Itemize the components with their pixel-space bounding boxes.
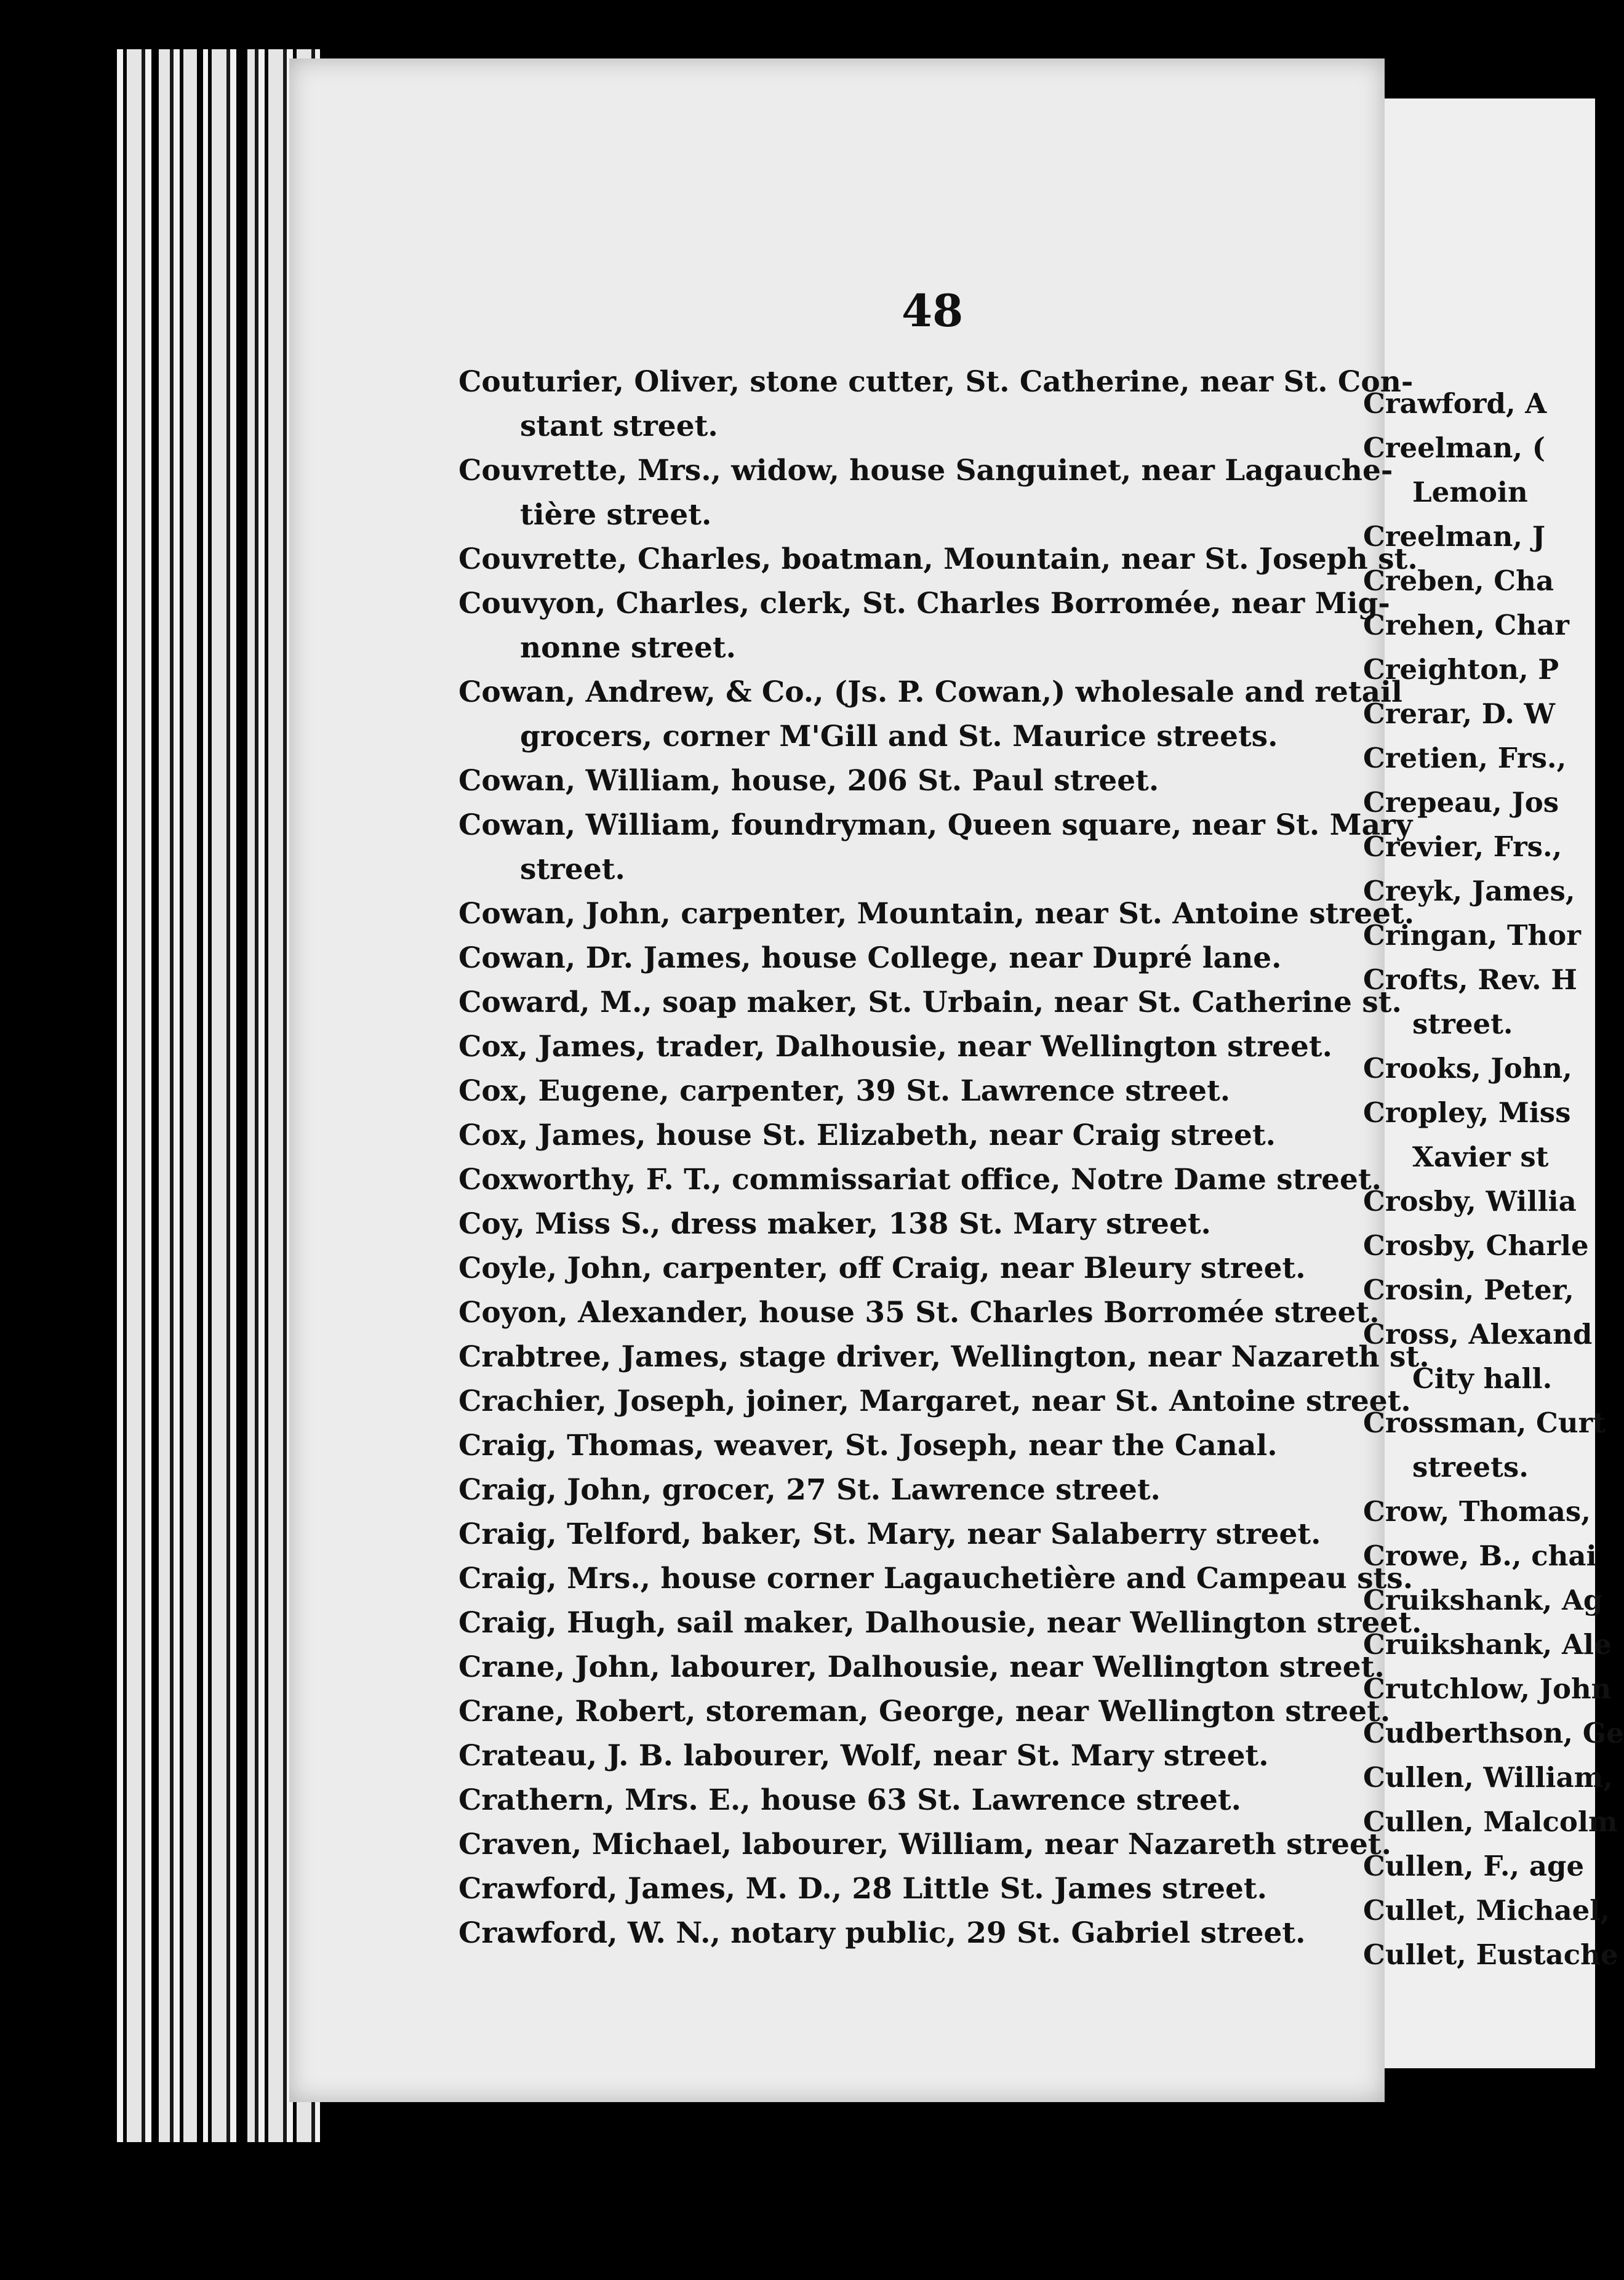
directory-entry bbox=[458, 1379, 1411, 1424]
directory-entry bbox=[458, 1069, 1369, 1114]
directory-entry bbox=[458, 936, 1369, 981]
directory-entry bbox=[458, 803, 1413, 892]
directory-entry bbox=[458, 1114, 1369, 1158]
entry-line: Cowan, John, carpenter, Mountain, near St. Antoine street. bbox=[458, 897, 1415, 931]
right-page-fragment: Crosin, Peter, bbox=[1363, 1274, 1574, 1306]
entry-line: Crachier, Joseph, joiner, Margaret, near St. Antoine street. bbox=[458, 1384, 1411, 1418]
right-page-fragment: street. bbox=[1412, 1008, 1513, 1040]
right-page-fragment: Lemoin bbox=[1412, 476, 1528, 508]
entry-line: Crane, Robert, storeman, George, near Wellington street. bbox=[458, 1695, 1391, 1728]
entry-line: Cox, James, trader, Dalhousie, near Wellington street. bbox=[458, 1030, 1332, 1064]
right-page-fragment: Cullet, Michael, bbox=[1363, 1894, 1610, 1927]
entry-line: Cowan, William, foundryman, Queen square, near St. Mary bbox=[458, 808, 1413, 842]
directory-entry bbox=[458, 1468, 1369, 1512]
directory-entry bbox=[458, 1645, 1385, 1690]
right-page-fragment: Crevier, Frs., bbox=[1363, 830, 1562, 863]
page-edge-gap bbox=[154, 49, 159, 2142]
entry-line: Cox, James, house St. Elizabeth, near Craig street. bbox=[458, 1118, 1276, 1152]
page-number: 48 bbox=[902, 284, 964, 337]
right-page-fragment: Cringan, Thor bbox=[1363, 919, 1581, 952]
directory-entry bbox=[458, 582, 1390, 670]
page-edge-gap bbox=[240, 49, 247, 2142]
right-page-fragment: Crofts, Rev. H bbox=[1363, 963, 1577, 996]
directory-entry bbox=[458, 981, 1402, 1025]
entry-line: Couvyon, Charles, clerk, St. Charles Borromée, near Mig- bbox=[458, 587, 1390, 620]
right-page-fragment: Crepeau, Jos bbox=[1363, 786, 1559, 819]
right-page-fragment: Cropley, Miss bbox=[1363, 1096, 1571, 1129]
entry-line: Coward, M., soap maker, St. Urbain, near St. Catherine st. bbox=[458, 985, 1402, 1019]
entry-line: Cox, Eugene, carpenter, 39 St. Lawrence street. bbox=[458, 1074, 1231, 1108]
entry-line: Couvrette, Charles, boatman, Mountain, near St. Joseph st. bbox=[458, 542, 1418, 576]
entry-line: Crawford, W. N., notary public, 29 St. Gabriel street. bbox=[458, 1916, 1306, 1950]
entry-line: Cowan, Andrew, & Co., (Js. P. Cowan,) wholesale and retail bbox=[458, 675, 1402, 709]
directory-entry bbox=[458, 1690, 1391, 1734]
directory-entry bbox=[458, 1246, 1369, 1291]
directory-entry bbox=[458, 670, 1402, 759]
directory-entry bbox=[458, 759, 1369, 803]
page-edge-gap bbox=[197, 49, 203, 2142]
right-page-fragment: Crutchlow, John bbox=[1363, 1672, 1612, 1705]
right-page-fragment: Crawford, A bbox=[1363, 387, 1547, 420]
entry-line: Craven, Michael, labourer, William, near Nazareth street. bbox=[458, 1828, 1391, 1861]
directory-entry bbox=[458, 1911, 1369, 1956]
directory-entry bbox=[458, 1202, 1369, 1246]
entry-line: Cowan, William, house, 206 St. Paul street. bbox=[458, 764, 1159, 798]
entry-line: Crathern, Mrs. E., house 63 St. Lawrence street. bbox=[458, 1783, 1242, 1817]
entry-line: Crawford, James, M. D., 28 Little St. James street. bbox=[458, 1872, 1267, 1906]
directory-entry bbox=[458, 1734, 1369, 1778]
entry-line: Crane, John, labourer, Dalhousie, near Wellington street. bbox=[458, 1650, 1385, 1684]
right-page-fragment: Cullen, Malcolm bbox=[1363, 1805, 1618, 1838]
right-page-fragment: Crosby, Willia bbox=[1363, 1185, 1577, 1218]
right-page-fragment: streets. bbox=[1412, 1451, 1529, 1483]
entry-line: Cowan, Dr. James, house College, near Dupré lane. bbox=[458, 941, 1282, 975]
directory-entry bbox=[458, 449, 1393, 537]
directory-entry bbox=[458, 892, 1415, 936]
right-page-fragment: Crossman, Curt bbox=[1363, 1407, 1606, 1439]
directory-entry bbox=[458, 1823, 1391, 1867]
directory-entry bbox=[458, 1291, 1380, 1335]
right-page-fragment: Creelman, J bbox=[1363, 520, 1545, 553]
right-page-fragment: City hall. bbox=[1412, 1362, 1553, 1395]
right-page-entries bbox=[1363, 382, 1624, 1977]
directory-entry bbox=[458, 1601, 1422, 1645]
directory-entry bbox=[458, 537, 1418, 582]
entry-continuation: tière street. bbox=[520, 498, 712, 532]
entry-line: Couvrette, Mrs., widow, house Sanguinet, near Lagauche- bbox=[458, 454, 1393, 488]
right-page-fragment: Creelman, ( bbox=[1363, 432, 1545, 464]
entry-continuation: nonne street. bbox=[520, 631, 736, 665]
right-page-fragment: Cruikshank, Ag bbox=[1363, 1584, 1603, 1616]
right-page-fragment: Crowe, B., chai bbox=[1363, 1539, 1597, 1572]
directory-entry bbox=[458, 1158, 1382, 1202]
entry-line: Crabtree, James, stage driver, Wellington, near Nazareth st. bbox=[458, 1340, 1430, 1374]
directory-entry bbox=[458, 1557, 1414, 1601]
right-page-fragment: Cullet, Eustache bbox=[1363, 1938, 1618, 1971]
right-page-fragment: Crehen, Char bbox=[1363, 609, 1569, 641]
right-page-fragment: Crooks, John, bbox=[1363, 1052, 1572, 1085]
right-page-fragment: Creighton, P bbox=[1363, 653, 1559, 686]
entry-line: Coy, Miss S., dress maker, 138 St. Mary street. bbox=[458, 1207, 1211, 1241]
entry-line: Couturier, Oliver, stone cutter, St. Catherine, near St. Con- bbox=[458, 365, 1414, 399]
entry-line: Crateau, J. B. labourer, Wolf, near St. Mary street. bbox=[458, 1739, 1269, 1773]
right-page-fragment: Cross, Alexand bbox=[1363, 1318, 1593, 1351]
entry-line: Craig, Hugh, sail maker, Dalhousie, near Wellington street. bbox=[458, 1606, 1422, 1640]
right-page-fragment: Cretien, Frs., bbox=[1363, 742, 1567, 774]
right-page-fragment: Cullen, William, bbox=[1363, 1761, 1613, 1794]
entry-continuation: stant street. bbox=[520, 409, 718, 443]
right-page-fragment: Crerar, D. W bbox=[1363, 697, 1556, 730]
entry-line: Craig, John, grocer, 27 St. Lawrence street. bbox=[458, 1473, 1161, 1507]
right-page-fragment: Cruikshank, Ale bbox=[1363, 1628, 1612, 1661]
directory-entry bbox=[458, 1512, 1369, 1557]
directory-entries bbox=[458, 360, 1430, 1956]
right-page-fragment: Crosby, Charle bbox=[1363, 1229, 1589, 1262]
entry-line: Coxworthy, F. T., commissariat office, Notre Dame street. bbox=[458, 1163, 1382, 1197]
right-page-fragment: Cullen, F., age bbox=[1363, 1850, 1585, 1882]
entry-continuation: grocers, corner M'Gill and St. Maurice streets. bbox=[520, 720, 1278, 753]
right-page-fragment: Cudberthson, Ge bbox=[1363, 1717, 1624, 1749]
right-page-fragment: Crow, Thomas, bbox=[1363, 1495, 1591, 1528]
right-page-fragment: Creyk, James, bbox=[1363, 875, 1575, 907]
directory-entry bbox=[458, 1025, 1369, 1069]
directory-entry bbox=[458, 1424, 1369, 1468]
entry-line: Craig, Mrs., house corner Lagauchetière and Campeau sts. bbox=[458, 1562, 1414, 1596]
entry-line: Craig, Thomas, weaver, St. Joseph, near the Canal. bbox=[458, 1429, 1278, 1463]
entry-line: Coyon, Alexander, house 35 St. Charles Borromée street. bbox=[458, 1296, 1380, 1330]
directory-entry bbox=[458, 360, 1414, 449]
right-page-fragment: Xavier st bbox=[1412, 1141, 1549, 1173]
directory-entry bbox=[458, 1867, 1369, 1911]
directory-entry bbox=[458, 1335, 1430, 1379]
directory-entry bbox=[458, 1778, 1369, 1823]
entry-line: Craig, Telford, baker, St. Mary, near Salaberry street. bbox=[458, 1517, 1321, 1551]
entry-continuation: street. bbox=[520, 853, 625, 886]
right-page-fragment: Creben, Cha bbox=[1363, 564, 1554, 597]
entry-line: Coyle, John, carpenter, off Craig, near Bleury street. bbox=[458, 1251, 1306, 1285]
